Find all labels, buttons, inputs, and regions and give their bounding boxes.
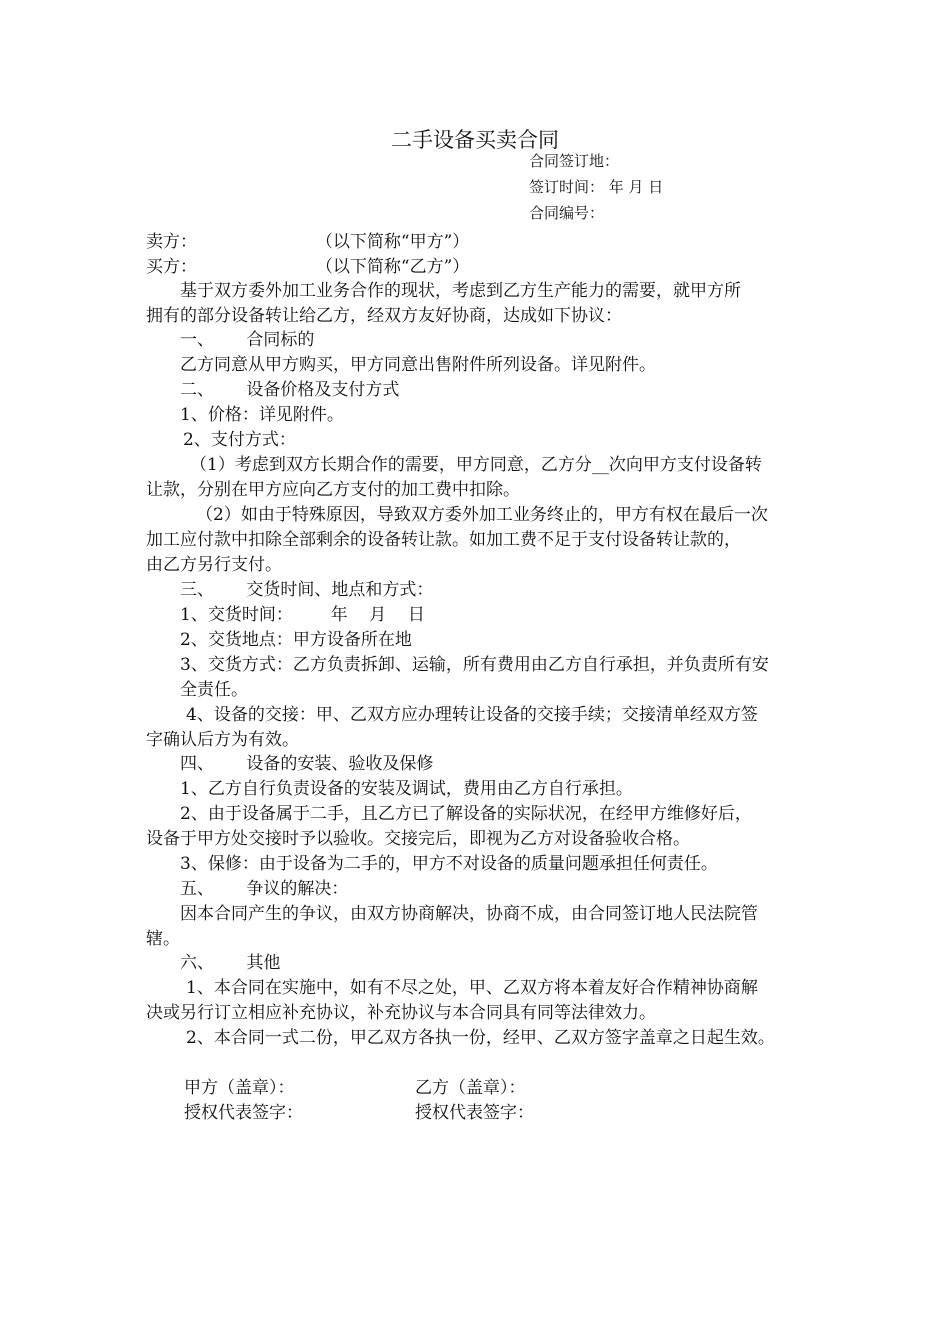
preamble-line: 基于双方委外加工业务合作的现状，考虑到乙方生产能力的需要，就甲方所	[180, 281, 741, 301]
clause-line: 4、设备的交接：甲、乙双方应办理转让设备的交接手续；交接清单经双方签	[186, 705, 758, 725]
clause-line: 字确认后方为有效。	[146, 730, 299, 750]
clause-line: 3、保修：由于设备为二手的，甲方不对设备的质量问题承担任何责任。	[180, 854, 718, 874]
clause-line: 2、交货地点：甲方设备所在地	[180, 630, 412, 650]
clause-line: 让款，分别在甲方应向乙方支付的加工费中扣除。	[146, 480, 520, 500]
section-heading: 二、 设备价格及支付方式	[180, 380, 400, 400]
signing-place: 合同签订地：	[529, 152, 620, 170]
section-heading: 五、 争议的解决：	[180, 879, 349, 899]
contract-number: 合同编号：	[529, 204, 605, 222]
section-heading: 四、 设备的安装、验收及保修	[180, 754, 434, 774]
clause-line: 因本合同产生的争议，由双方协商解决，协商不成，由合同签订地人民法院管	[180, 904, 758, 924]
preamble-line: 拥有的部分设备转让给乙方，经双方友好协商，达成如下协议：	[146, 306, 622, 326]
clause-line: 辖。	[146, 929, 180, 949]
page-title: 二手设备买卖合同	[391, 128, 559, 152]
signing-date: 签订时间： 年 月 日	[529, 178, 664, 196]
clause-line: 1、本合同在实施中，如有不尽之处，甲、乙双方将本着友好合作精神协商解	[186, 978, 758, 998]
clause-line: 1、乙方自行负责设备的安装及调试，费用由乙方自行承担。	[180, 779, 633, 799]
clause-line: 乙方同意从甲方购买，甲方同意出售附件所列设备。详见附件。	[180, 355, 656, 375]
clause-line: 加工应付款中扣除全部剩余的设备转让款。如加工费不足于支付设备转让款的，	[146, 530, 741, 550]
clause-line: 1、价格：详见附件。	[180, 405, 344, 425]
section-heading: 三、 交货时间、地点和方式：	[180, 580, 434, 600]
clause-line: 决或另行订立相应补充协议，补充协议与本合同具有同等法律效力。	[146, 1003, 656, 1023]
clause-line: （1）考虑到双方长期合作的需要，甲方同意，乙方分__次向甲方支付设备转	[190, 455, 762, 475]
clause-line: 设备于甲方处交接时予以验收。交接完后，即视为乙方对设备验收合格。	[146, 829, 690, 849]
party-a-seal: 甲方（盖章）：	[184, 1078, 295, 1098]
party-a-representative: 授权代表签字：	[184, 1103, 303, 1123]
clause-line: 2、由于设备属于二手，且乙方已了解设备的实际状况，在经甲方维修好后，	[180, 804, 752, 824]
section-heading: 六、 其他	[180, 953, 281, 973]
clause-line: 2、支付方式：	[183, 430, 296, 450]
buyer-line: 买方： （以下简称“乙方”）	[146, 257, 470, 277]
clause-line: 由乙方另行支付。	[146, 555, 282, 575]
clause-line: 全责任。	[180, 680, 248, 700]
section-heading: 一、 合同标的	[180, 330, 315, 350]
clause-line: （2）如由于特殊原因，导致双方委外加工业务终止的，甲方有权在最后一次	[196, 505, 768, 525]
clause-line: 2、本合同一式二份，甲乙双方各执一份，经甲、乙双方签字盖章之日起生效。	[186, 1028, 775, 1048]
seller-line: 卖方： （以下简称“甲方”）	[146, 232, 470, 252]
clause-line: 3、交货方式：乙方负责拆卸、运输，所有费用由乙方自行承担，并负责所有安	[180, 655, 769, 675]
party-b-seal: 乙方（盖章）：	[415, 1078, 526, 1098]
party-b-representative: 授权代表签字：	[415, 1103, 534, 1123]
clause-line: 1、交货时间： 年 月 日	[180, 605, 425, 625]
